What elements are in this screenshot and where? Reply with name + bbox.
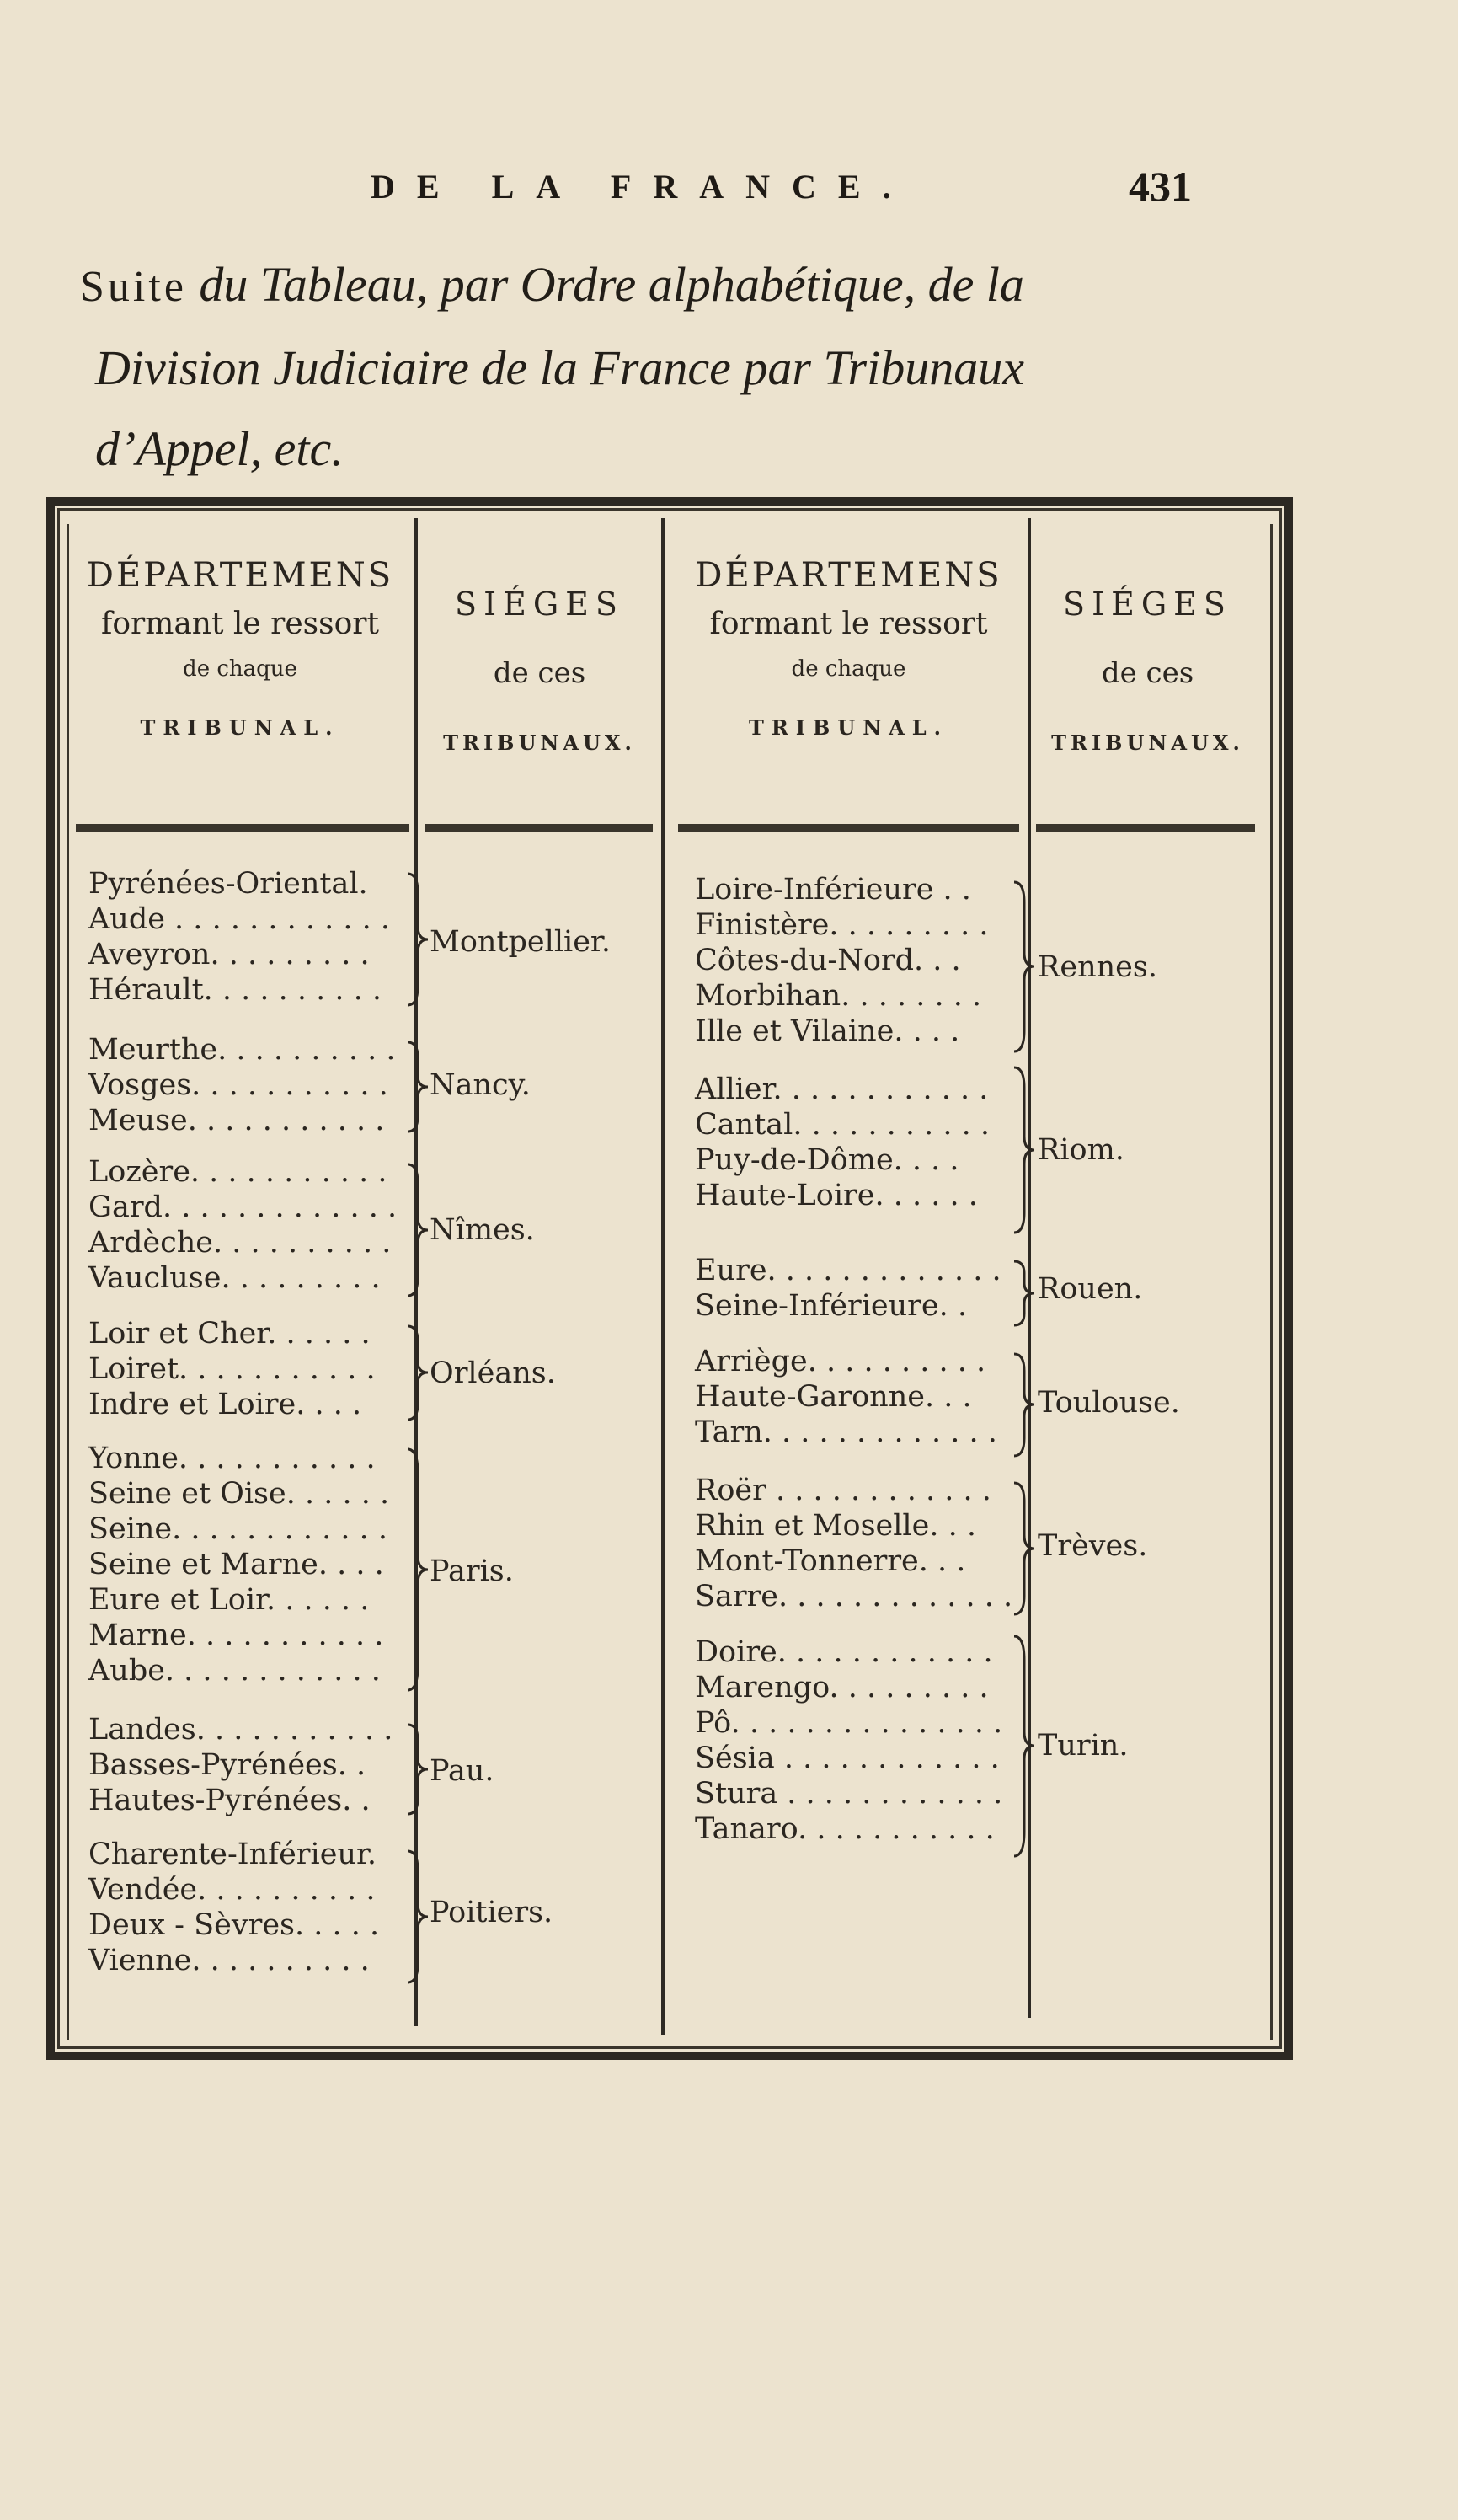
brace-icon bbox=[404, 872, 430, 1007]
dept-group-rennes bbox=[695, 872, 989, 1049]
dept-header-sub2: de chaque bbox=[183, 656, 297, 682]
department-entry: Côtes-du-Nord. . . bbox=[695, 944, 961, 977]
brace-icon bbox=[404, 1163, 430, 1297]
department-entry: Loir et Cher. . . . . . bbox=[88, 1317, 371, 1351]
department-entry: Arriège. . . . . . . . . . bbox=[695, 1345, 986, 1378]
department-entry: Eure. . . . . . . . . . . . . bbox=[695, 1254, 1001, 1287]
dept-header-title: DÉPARTEMENS bbox=[695, 556, 1002, 595]
dept-header-left bbox=[67, 556, 413, 740]
department-entry: Hautes-Pyrénées. . bbox=[88, 1784, 371, 1817]
department-entry: Meuse. . . . . . . . . . . bbox=[88, 1104, 385, 1137]
seat-nancy: Nancy. bbox=[430, 1068, 531, 1102]
dept-header-title: DÉPARTEMENS bbox=[86, 556, 394, 595]
dept-group-nancy bbox=[88, 1032, 396, 1138]
department-entry: Doire. . . . . . . . . . . . bbox=[695, 1635, 993, 1669]
department-entry: Morbihan. . . . . . . . bbox=[695, 979, 982, 1013]
caption-lead: Suite bbox=[80, 263, 187, 311]
caption-line-1-text: du Tableau, par Ordre alphabétique, de la bbox=[186, 257, 1024, 312]
department-entry: Finistère. . . . . . . . . bbox=[695, 908, 989, 942]
seat-header-sub2: TRIBUNAUX. bbox=[443, 730, 636, 755]
header-rule bbox=[425, 824, 653, 832]
seat-header-sub1: de ces bbox=[1101, 656, 1194, 690]
seat-poitiers: Poitiers. bbox=[430, 1896, 553, 1929]
dept-group-montpellier bbox=[88, 866, 390, 1008]
department-entry: Vosges. . . . . . . . . . . bbox=[88, 1068, 388, 1102]
seat-paris: Paris. bbox=[430, 1554, 514, 1588]
seat-treves: Trèves. bbox=[1038, 1529, 1148, 1563]
department-entry: Seine et Oise. . . . . . bbox=[88, 1477, 390, 1511]
dept-group-paris bbox=[88, 1441, 389, 1688]
running-head: DE LA FRANCE. bbox=[371, 168, 913, 206]
seat-orleans: Orléans. bbox=[430, 1356, 556, 1390]
department-entry: Mont-Tonnerre. . . bbox=[695, 1544, 966, 1578]
dept-header-sub3: TRIBUNAL. bbox=[140, 715, 340, 740]
brace-icon bbox=[404, 1849, 430, 1984]
department-entry: Eure et Loir. . . . . . bbox=[88, 1583, 370, 1617]
dept-group-orleans bbox=[88, 1316, 376, 1422]
page-number: 431 bbox=[1129, 163, 1192, 210]
department-entry: Gard. . . . . . . . . . . . . bbox=[88, 1190, 398, 1224]
brace-icon bbox=[404, 1447, 430, 1692]
brace-icon bbox=[404, 1041, 430, 1133]
department-entry: Deux - Sèvres. . . . . bbox=[88, 1908, 380, 1942]
department-entry: Seine. . . . . . . . . . . . bbox=[88, 1512, 388, 1546]
department-entry: Pô. . . . . . . . . . . . . . . bbox=[695, 1706, 1003, 1740]
department-entry: Allier. . . . . . . . . . . . bbox=[695, 1073, 989, 1106]
brace-icon bbox=[1011, 880, 1036, 1053]
seat-header-left bbox=[419, 586, 660, 755]
department-entry: Marne. . . . . . . . . . . bbox=[88, 1618, 384, 1652]
department-entry: Tanaro. . . . . . . . . . . bbox=[695, 1812, 995, 1846]
dept-group-turin bbox=[695, 1635, 1002, 1847]
department-entry: Aveyron. . . . . . . . . bbox=[88, 938, 370, 971]
department-entry: Marengo. . . . . . . . . bbox=[695, 1671, 989, 1704]
department-entry: Sarre. . . . . . . . . . . . . bbox=[695, 1580, 1013, 1613]
department-entry: Landes. . . . . . . . . . . bbox=[88, 1713, 393, 1747]
seat-montpellier: Montpellier. bbox=[430, 925, 611, 959]
seat-header-sub1: de ces bbox=[493, 656, 586, 690]
seat-header-right bbox=[1032, 586, 1263, 755]
caption-line-2: Division Judiciaire de la France par Tribunaux bbox=[95, 340, 1024, 395]
department-entry: Loire-Inférieure . . bbox=[695, 873, 971, 907]
dept-header-right bbox=[670, 556, 1028, 740]
seat-header-title: SIÉGES bbox=[455, 586, 624, 623]
brace-icon bbox=[404, 1723, 430, 1816]
table-caption bbox=[80, 244, 1343, 490]
brace-icon bbox=[1011, 1635, 1036, 1858]
caption-line-3: d’Appel, etc. bbox=[95, 421, 344, 476]
department-entry: Meurthe. . . . . . . . . . bbox=[88, 1033, 396, 1067]
department-entry: Ardèche. . . . . . . . . . bbox=[88, 1226, 392, 1260]
header-rule bbox=[76, 824, 409, 832]
column-divider bbox=[661, 518, 665, 2035]
department-entry: Sésia . . . . . . . . . . . . bbox=[695, 1742, 1000, 1775]
department-entry: Loiret. . . . . . . . . . . bbox=[88, 1352, 376, 1386]
seat-pau: Pau. bbox=[430, 1754, 494, 1788]
seat-rennes: Rennes. bbox=[1038, 950, 1157, 984]
brace-icon bbox=[404, 1324, 430, 1421]
seat-riom: Riom. bbox=[1038, 1133, 1124, 1167]
department-entry: Aube. . . . . . . . . . . . bbox=[88, 1654, 381, 1688]
department-entry: Haute-Loire. . . . . . bbox=[695, 1179, 978, 1212]
caption-line-1 bbox=[80, 244, 1343, 328]
brace-icon bbox=[1011, 1481, 1036, 1616]
seat-toulouse: Toulouse. bbox=[1038, 1386, 1180, 1420]
department-entry: Yonne. . . . . . . . . . . bbox=[88, 1442, 376, 1475]
dept-group-toulouse bbox=[695, 1344, 997, 1450]
seat-turin: Turin. bbox=[1038, 1729, 1129, 1763]
dept-group-treves bbox=[695, 1473, 1012, 1614]
department-entry: Indre et Loire. . . . bbox=[88, 1388, 362, 1421]
department-entry: Charente-Inférieur. bbox=[88, 1838, 377, 1871]
department-entry: Seine-Inférieure. . bbox=[695, 1289, 967, 1323]
department-entry: Stura . . . . . . . . . . . . bbox=[695, 1777, 1003, 1811]
department-entry: Basses-Pyrénées. . bbox=[88, 1748, 366, 1782]
department-entry: Vienne. . . . . . . . . . bbox=[88, 1944, 370, 1977]
seat-header-title: SIÉGES bbox=[1063, 586, 1232, 623]
department-entry: Lozère. . . . . . . . . . . bbox=[88, 1155, 387, 1189]
seat-rouen: Rouen. bbox=[1038, 1272, 1143, 1306]
department-entry: Vaucluse. . . . . . . . . bbox=[88, 1261, 381, 1295]
dept-header-sub1: formant le ressort bbox=[101, 607, 379, 641]
department-entry: Pyrénées-Oriental. bbox=[88, 867, 368, 901]
seat-nimes: Nîmes. bbox=[430, 1213, 535, 1247]
dept-header-sub1: formant le ressort bbox=[709, 607, 988, 641]
dept-header-sub2: de chaque bbox=[791, 656, 906, 682]
department-entry: Rhin et Moselle. . . bbox=[695, 1509, 976, 1543]
brace-icon bbox=[1011, 1066, 1036, 1234]
department-entry: Haute-Garonne. . . bbox=[695, 1380, 972, 1414]
brace-icon bbox=[1011, 1352, 1036, 1458]
department-entry: Seine et Marne. . . . bbox=[88, 1548, 384, 1581]
dept-group-poitiers bbox=[88, 1837, 379, 1978]
header-rule bbox=[1036, 824, 1255, 832]
dept-header-sub3: TRIBUNAL. bbox=[748, 715, 949, 740]
department-entry: Ille et Vilaine. . . . bbox=[695, 1014, 960, 1048]
header-rule bbox=[678, 824, 1019, 832]
dept-group-riom bbox=[695, 1072, 990, 1213]
department-entry: Tarn. . . . . . . . . . . . . bbox=[695, 1415, 997, 1449]
seat-header-sub2: TRIBUNAUX. bbox=[1051, 730, 1244, 755]
department-entry: Puy-de-Dôme. . . . bbox=[695, 1143, 959, 1177]
dept-group-nimes bbox=[88, 1154, 397, 1296]
dept-group-pau bbox=[88, 1712, 393, 1818]
department-entry: Vendée. . . . . . . . . . bbox=[88, 1873, 376, 1907]
department-entry: Aude . . . . . . . . . . . . bbox=[88, 902, 390, 936]
brace-icon bbox=[1011, 1260, 1036, 1327]
department-entry: Cantal. . . . . . . . . . . bbox=[695, 1108, 990, 1142]
dept-group-rouen bbox=[695, 1253, 1001, 1324]
department-entry: Hérault. . . . . . . . . . bbox=[88, 973, 382, 1007]
department-entry: Roër . . . . . . . . . . . . bbox=[695, 1474, 991, 1507]
